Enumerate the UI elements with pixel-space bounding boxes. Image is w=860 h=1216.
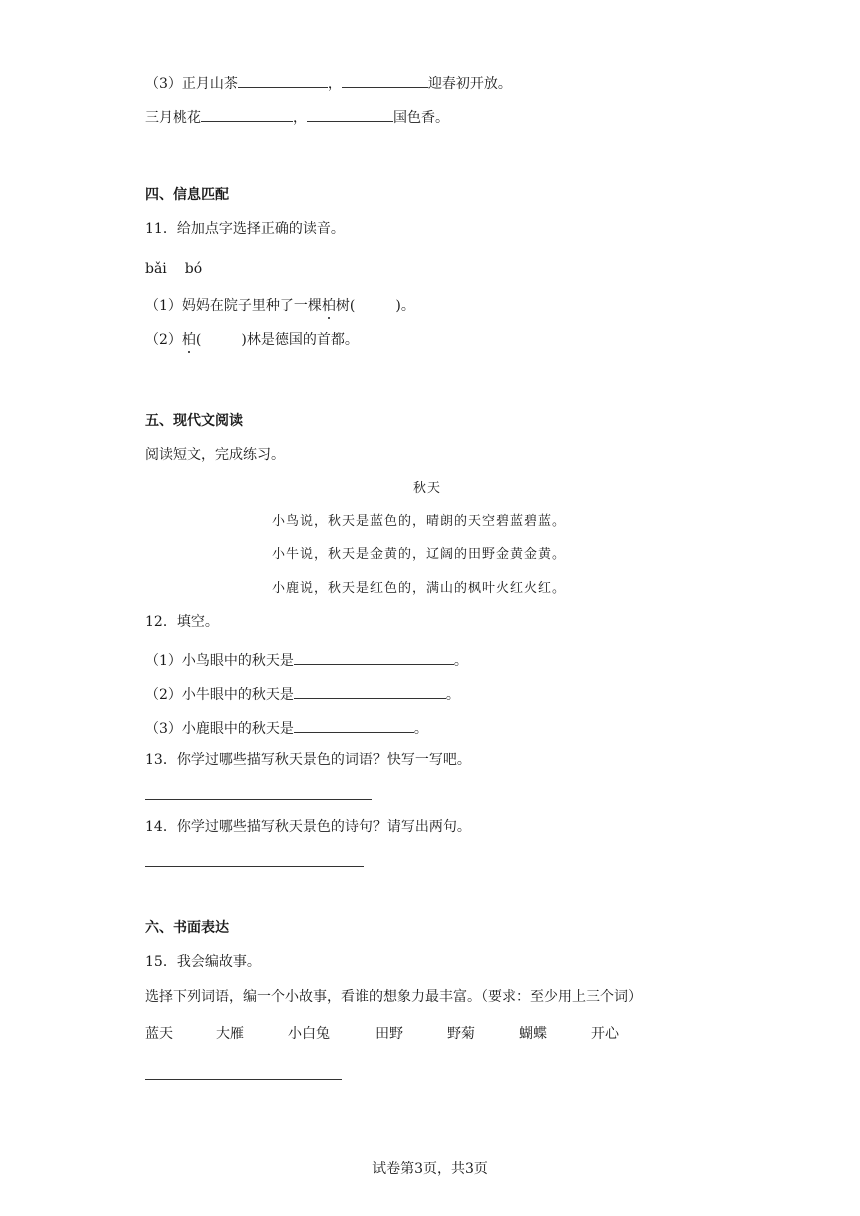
- question-12: 12．填空。: [145, 614, 219, 630]
- line-text: （3）正月山茶: [145, 76, 238, 92]
- word-bank-item: 野菊: [447, 1026, 475, 1042]
- word-bank-item: 大雁: [216, 1026, 244, 1042]
- answer-blank[interactable]: [294, 684, 446, 699]
- section-title-writing: 六、书面表达: [145, 920, 229, 936]
- pinyin-option: bǎi: [145, 261, 167, 277]
- question-11: 11．给加点字选择正确的读音。: [145, 221, 345, 237]
- sub-text: （2）: [145, 332, 182, 348]
- question-13: 13．你学过哪些描写秋天景色的词语？快写一写吧。: [145, 752, 471, 768]
- word-bank-item: 蝴蝶: [519, 1026, 547, 1042]
- poem-line: 小牛说，秋天是金黄的，辽阔的田野金黄金黄。: [272, 547, 567, 562]
- separator: ，: [293, 110, 307, 126]
- answer-blank[interactable]: [238, 73, 328, 88]
- line-text: 国色香。: [393, 110, 449, 126]
- question-12-item: [145, 718, 428, 738]
- sub-text: )林是德国的首都。: [241, 332, 359, 348]
- word-bank-item: 开心: [591, 1026, 619, 1042]
- poem-line: 小鸟说，秋天是蓝色的，晴朗的天空碧蓝碧蓝。: [272, 514, 567, 529]
- question-11-sub1: [145, 297, 415, 315]
- fill-line-camellia: [145, 73, 512, 93]
- section-title-reading: 五、现代文阅读: [145, 413, 243, 429]
- separator: ，: [327, 76, 342, 92]
- answer-blank[interactable]: [294, 650, 454, 665]
- reading-intro: 阅读短文，完成练习。: [145, 447, 285, 463]
- poem-title: 秋天: [413, 481, 442, 496]
- dotted-character: 柏: [181, 332, 196, 348]
- word-bank-item: 小白兔: [288, 1026, 330, 1042]
- answer-blank[interactable]: [294, 718, 414, 733]
- writing-instruction: 选择下列词语，编一个小故事，看谁的想象力最丰富。（要求：至少用上三个词）: [145, 989, 642, 1005]
- question-11-sub2: [145, 331, 359, 349]
- item-text: （2）小牛眼中的秋天是: [145, 687, 294, 703]
- question-12-item: [145, 650, 468, 670]
- question-12-item: [145, 684, 460, 704]
- sub-text: （1）妈妈在院子里种了一棵: [145, 298, 322, 314]
- item-text: 。: [413, 721, 428, 737]
- section-title-matching: 四、信息匹配: [145, 187, 229, 203]
- word-bank-item: 蓝天: [145, 1026, 173, 1042]
- item-text: （1）小鸟眼中的秋天是: [145, 653, 294, 669]
- answer-blank[interactable]: [342, 73, 428, 88]
- sub-text: )。: [395, 298, 415, 314]
- pinyin-options: [145, 260, 202, 278]
- poem-line: 小鹿说，秋天是红色的，满山的枫叶火红火红。: [272, 581, 567, 596]
- answer-blank[interactable]: [307, 107, 393, 122]
- answer-line[interactable]: [145, 866, 364, 867]
- item-text: （3）小鹿眼中的秋天是: [145, 721, 294, 737]
- sub-text: 树(: [335, 298, 356, 314]
- sub-text: (: [195, 332, 202, 348]
- page-footer: 试卷第3页，共3页: [372, 1161, 488, 1177]
- question-14: 14．你学过哪些描写秋天景色的诗句？请写出两句。: [145, 819, 471, 835]
- line-text: 三月桃花: [145, 110, 201, 126]
- question-15: 15．我会编故事。: [145, 954, 261, 970]
- line-text: 迎春初开放。: [427, 76, 512, 92]
- item-text: 。: [453, 653, 468, 669]
- fill-line-peach: [145, 107, 449, 127]
- answer-line[interactable]: [145, 799, 372, 800]
- dotted-character: 柏: [321, 298, 336, 314]
- answer-line[interactable]: [145, 1079, 342, 1080]
- word-bank-item: 田野: [375, 1026, 403, 1042]
- item-text: 。: [445, 687, 460, 703]
- answer-blank[interactable]: [201, 107, 293, 122]
- pinyin-option: bó: [184, 261, 203, 277]
